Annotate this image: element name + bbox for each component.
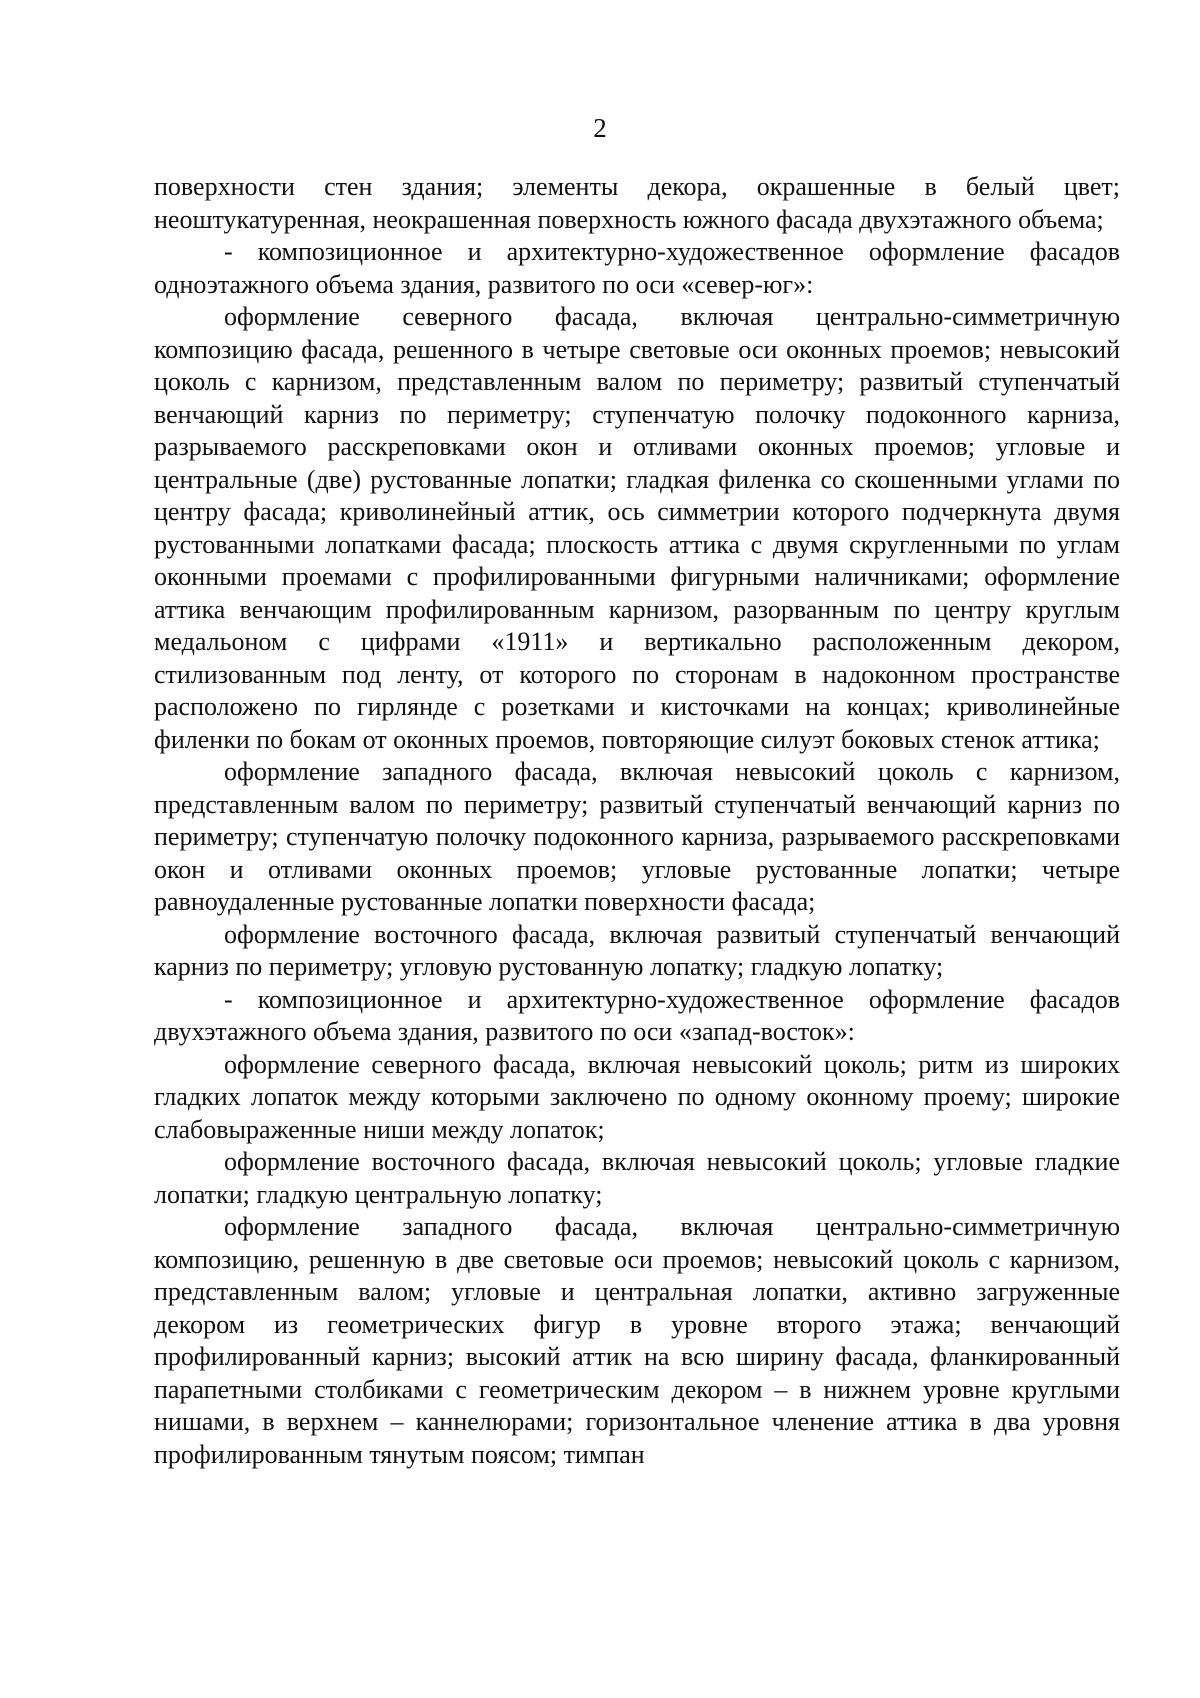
paragraph: оформление северного фасада, включая центрально-симметричную композицию фасада, решенного в четыре световые оси оконных проемов; невысокий цоколь с карнизом, представленным валом по периметру; развитый ступенчатый венчающий карниз по периметру; ступенчатую полочку подоконного карниза, разрываемого расскреповками окон и отливами оконных проемов; угловые и центральные (две) рустованные лопатки; гладкая филенка со скошенными углами по центру фасада; криволинейный аттик, ось симметрии которого подчеркнута двумя рустованными лопатками фасада; плоскость аттика с двумя скругленными по углам оконными проемами с профилированными фигурными наличниками; оформление аттика венчающим профилированным карнизом, разорванным по центру круглым медальоном с цифрами «1911» и вертикально расположенным декором, стилизованным под ленту, от которого по сторонам в надоконном пространстве расположено по гирлянде с розетками и кисточками на концах; криволинейные филенки по бокам от оконных проемов, повторяющие силуэт боковых стенок аттика;: [154, 302, 1120, 754]
paragraph: - композиционное и архитектурно-художественное оформление фасадов одноэтажного объема здания, развитого по оси «север-юг»:: [154, 237, 1120, 299]
paragraph: оформление северного фасада, включая невысокий цоколь; ритм из широких гладких лопаток между которыми заключено по одному оконному проему; широкие слабовыраженные ниши между лопаток;: [154, 1049, 1120, 1144]
paragraph: оформление западного фасада, включая центрально-симметричную композицию, решенную в две световые оси проемов; невысокий цоколь с карнизом, представленным валом; угловые и центральная лопатки, активно загруженные декором из геометрических фигур в уровне второго этажа; венчающий профилированный карниз; высокий аттик на всю ширину фасада, фланкированный парапетными столбиками с геометрическим декором – в нижнем уровне круглыми нишами, в верхнем – каннелюрами; горизонтальное членение аттика в два уровня профилированным тянутым поясом; тимпан: [154, 1212, 1120, 1469]
document-body: [154, 171, 1120, 1471]
paragraph: оформление восточного фасада, включая невысокий цоколь; угловые гладкие лопатки; гладкую центральную лопатку;: [154, 1147, 1120, 1209]
paragraph: оформление западного фасада, включая невысокий цоколь с карнизом, представленным валом по периметру; развитый ступенчатый венчающий карниз по периметру; ступенчатую полочку подоконного карниза, разрываемого расскреповками окон и отливами оконных проемов; угловые рустованные лопатки; четыре равноудаленные рустованные лопатки поверхности фасада;: [154, 757, 1120, 916]
paragraph: поверхности стен здания; элементы декора, окрашенные в белый цвет; неоштукатуренная, неокрашенная поверхность южного фасада двухэтажного объема;: [154, 172, 1120, 234]
paragraph: - композиционное и архитектурно-художественное оформление фасадов двухэтажного объема здания, развитого по оси «запад-восток»:: [154, 984, 1120, 1046]
page-number: 2: [593, 113, 607, 143]
paragraph: оформление восточного фасада, включая развитый ступенчатый венчающий карниз по периметру; угловую рустованную лопатку; гладкую лопатку;: [154, 919, 1120, 981]
